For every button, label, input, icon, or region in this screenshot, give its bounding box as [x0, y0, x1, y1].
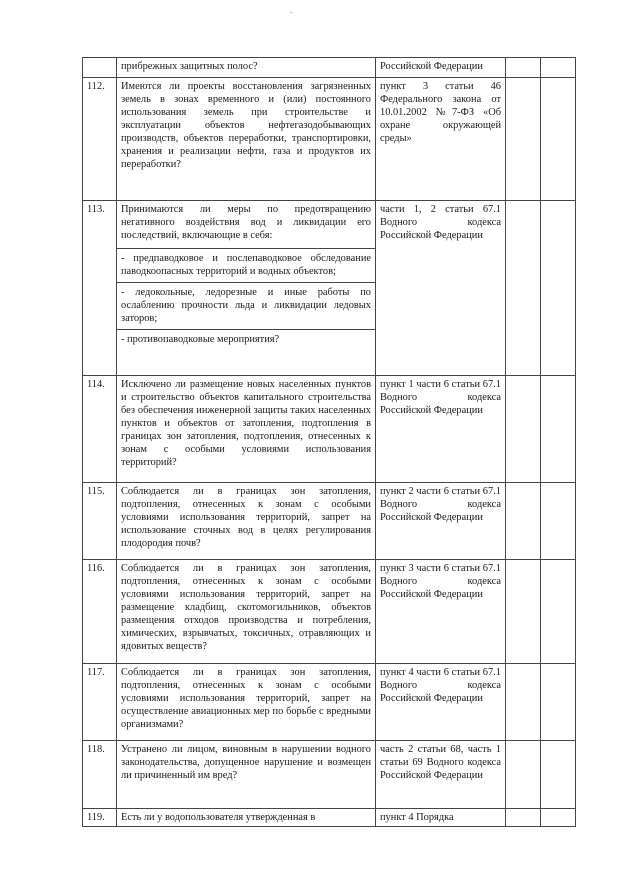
reference-cell: пункт 2 части 6 статьи 67.1 Водного кодекса Российской Федерации: [376, 483, 506, 560]
question-cell: [117, 201, 376, 376]
header-mark: -: [290, 8, 293, 17]
row-number: [83, 58, 117, 78]
question-cell: Соблюдается ли в границах зон затопления, подтопления, отнесенных к зонам с особыми условиями использования территорий, запрет на размещение кладбищ, скотомогильников, объектов размещения отходов производства и потребления, химических, взрывчатых, токсичных, отравляющих и ядовитых веществ?: [117, 560, 376, 664]
question-cell: Соблюдается ли в границах зон затопления, подтопления, отнесенных к зонам с особыми условиями использования территорий, запрет на использование сточных вод в целях регулирования плодородия почв?: [117, 483, 376, 560]
answer-cell: [506, 201, 541, 376]
row-number: 112.: [83, 78, 117, 201]
answer-cell: [506, 376, 541, 483]
table-row: [83, 809, 576, 827]
table-row: [83, 560, 576, 664]
note-cell: [541, 78, 576, 201]
table-row: [83, 741, 576, 809]
note-cell: [541, 741, 576, 809]
note-cell: [541, 664, 576, 741]
answer-cell: [506, 809, 541, 827]
question-cell: Имеются ли проекты восстановления загрязненных земель в зонах временного и (или) постоянного использования земель при строительстве и эксплуатации объектов нефтегазодобывающих производств, объектов переработки, транспортировки, хранения и реализации нефти, газа и продуктов их переработки?: [117, 78, 376, 201]
table-row: [83, 664, 576, 741]
answer-cell: [506, 560, 541, 664]
row-number: 115.: [83, 483, 117, 560]
row-number: 119.: [83, 809, 117, 827]
table-row: [83, 376, 576, 483]
note-cell: [541, 58, 576, 78]
note-cell: [541, 483, 576, 560]
question-cell: Соблюдается ли в границах зон затопления, подтопления, отнесенных к зонам с особыми условиями использования территорий, запрет на осуществление авиационных мер по борьбе с вредными организмами?: [117, 664, 376, 741]
reference-cell: пункт 4 Порядка: [376, 809, 506, 827]
question-lead: Принимаются ли меры по предотвращению негативного воздействия вод и ликвидации его последствий, включающие в себя:: [121, 204, 371, 241]
reference-cell: Российской Федерации: [376, 58, 506, 78]
reference-cell: пункт 3 части 6 статьи 67.1 Водного кодекса Российской Федерации: [376, 560, 506, 664]
sub-item: - противопаводковые мероприятия?: [117, 329, 375, 346]
question-cell: прибрежных защитных полос?: [117, 58, 376, 78]
reference-cell: пункт 4 части 6 статьи 67.1 Водного кодекса Российской Федерации: [376, 664, 506, 741]
checklist-table: [82, 57, 576, 827]
sub-item: - предпаводковое и послепаводковое обследование паводкоопасных территорий и водных объектов;: [117, 248, 375, 278]
question-cell: Устранено ли лицом, виновным в нарушении водного законодательства, допущенное нарушение и возмещен ли причиненный им вред?: [117, 741, 376, 809]
answer-cell: [506, 78, 541, 201]
note-cell: [541, 560, 576, 664]
row-number: 118.: [83, 741, 117, 809]
answer-cell: [506, 741, 541, 809]
reference-cell: пункт 3 статьи 46 Федерального закона от 10.01.2002 №7-ФЗ «Об охране окружающей среды»: [376, 78, 506, 201]
answer-cell: [506, 58, 541, 78]
answer-cell: [506, 664, 541, 741]
note-cell: [541, 376, 576, 483]
reference-cell: часть 2 статьи 68, часть 1 статьи 69 Водного кодекса Российской Федерации: [376, 741, 506, 809]
row-number: 114.: [83, 376, 117, 483]
sub-item: - ледокольные, ледорезные и иные работы по ослаблению прочности льда и ликвидации ледовых заторов;: [117, 282, 375, 325]
reference-cell: пункт 1 части 6 статьи 67.1 Водного кодекса Российской Федерации: [376, 376, 506, 483]
row-number: 116.: [83, 560, 117, 664]
reference-cell: части 1, 2 статьи 67.1 Водного кодекса Российской Федерации: [376, 201, 506, 376]
table-row: [83, 78, 576, 201]
question-cell: Исключено ли размещение новых населенных пунктов и строительство объектов капитального строительства без обеспечения инженерной защиты таких населенных пунктов и объектов от затопления, подтопления в границах зон затопления, подтопления, отнесенных к зонам с особыми условиями использования территорий?: [117, 376, 376, 483]
answer-cell: [506, 483, 541, 560]
note-cell: [541, 809, 576, 827]
table-row: [83, 201, 576, 376]
question-cell: Есть ли у водопользователя утвержденная в: [117, 809, 376, 827]
note-cell: [541, 201, 576, 376]
table-row: [83, 483, 576, 560]
table-row: [83, 58, 576, 78]
row-number: 117.: [83, 664, 117, 741]
row-number: 113.: [83, 201, 117, 376]
